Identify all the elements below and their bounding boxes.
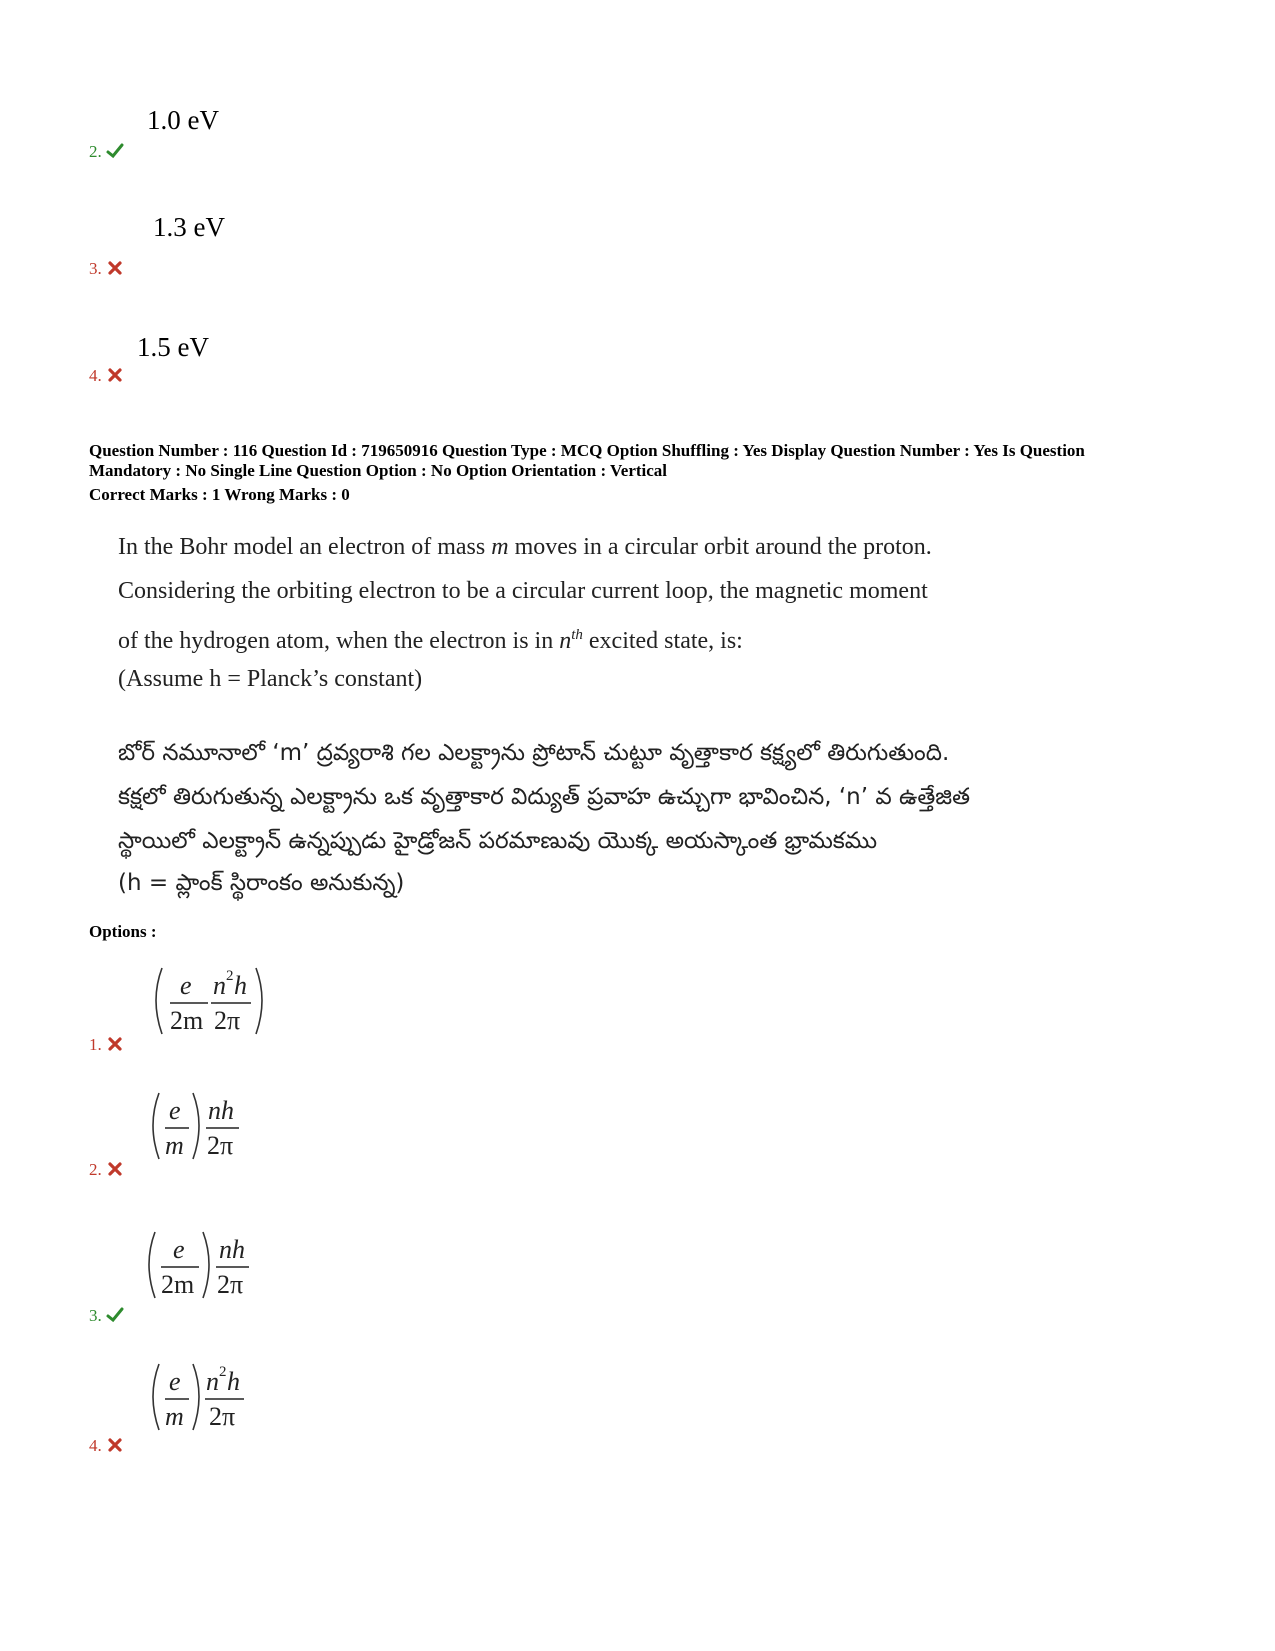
denominator-2pi: 2π: [214, 1006, 241, 1035]
prev-option-4-text: 1.5 eV: [137, 332, 209, 362]
option-4-number: [89, 1435, 125, 1456]
cross-icon: [105, 1159, 125, 1179]
question-text-en-line1: [118, 524, 932, 570]
denominator-m: m: [165, 1131, 184, 1160]
question-marks: Correct Marks : 1 Wrong Marks : 0: [89, 485, 350, 504]
numerator-nh: nh: [208, 1096, 234, 1125]
option-number: 1.: [89, 1035, 102, 1054]
question-text-te-line4: (h = ప్లాంక్ స్థిరాంకం అనుకున్న): [118, 870, 405, 896]
option-3-formula: [143, 1226, 263, 1311]
denominator-2pi: 2π: [217, 1270, 244, 1299]
formula-svg: [147, 1358, 262, 1438]
prev-option-2-text: 1.0 eV: [147, 105, 219, 135]
check-icon: [105, 1305, 125, 1325]
question-meta-line2: Mandatory : No Single Line Question Option : No Option Orientation : Vertical: [89, 461, 668, 480]
numerator-nh: nh: [219, 1235, 245, 1264]
prev-option-3-text: 1.3 eV: [153, 212, 225, 242]
question-text-part: of the hydrogen atom, when the electron is in: [118, 628, 560, 654]
cross-icon: [105, 365, 125, 385]
denominator-2pi: 2π: [207, 1131, 234, 1160]
numerator-e: e: [173, 1235, 185, 1264]
denominator-m: m: [165, 1402, 184, 1431]
option-number: 4.: [89, 366, 102, 385]
right-paren: [193, 1093, 199, 1159]
denominator-2m: 2m: [170, 1006, 204, 1035]
option-number: 4.: [89, 1436, 102, 1455]
question-text-te-line2: కక్షలో తిరుగుతున్న ఎలక్ట్రాను ఒక వృత్తాకార విద్యుత్ ప్రవాహ ఉచ్చుగా భావించిన, ‘n’ వ ఉత్తేజిత: [118, 784, 970, 810]
variable-m: m: [491, 534, 509, 560]
numerator-n: n: [206, 1367, 219, 1396]
question-text-en-line2: Considering the orbiting electron to be a circular current loop, the magnetic moment: [118, 578, 928, 604]
right-paren: [203, 1232, 209, 1298]
numerator-e: e: [169, 1096, 181, 1125]
formula-svg: [150, 962, 280, 1042]
option-4-formula: [147, 1358, 262, 1443]
options-label: Options :: [89, 922, 157, 941]
option-1-formula: [150, 962, 280, 1047]
question-text-part: In the Bohr model an electron of mass: [118, 534, 492, 560]
numerator-h: h: [227, 1367, 240, 1396]
option-2-number: [89, 1159, 125, 1180]
prev-option-4-number: [89, 365, 125, 386]
option-1-number: [89, 1034, 125, 1055]
variable-n: n: [559, 628, 572, 654]
left-paren: [156, 968, 162, 1034]
superscript-2: 2: [226, 968, 234, 984]
cross-icon: [105, 1435, 125, 1455]
question-text-te-line3: స్థాయిలో ఎలక్ట్రాన్ ఉన్నప్పుడు హైడ్రోజన్ పరమాణువు యొక్క అయస్కాంత భ్రామకము: [118, 828, 878, 854]
superscript-th: th: [571, 627, 583, 643]
left-paren: [149, 1232, 155, 1298]
cross-icon: [105, 258, 125, 278]
formula-svg: [143, 1226, 263, 1306]
numerator-n: n: [213, 971, 226, 1000]
question-text-part: moves in a circular orbit around the proton.: [508, 534, 932, 560]
prev-option-2-number: [89, 141, 125, 162]
option-3-number: [89, 1305, 125, 1326]
option-number: 2.: [89, 142, 102, 161]
left-paren: [153, 1093, 159, 1159]
question-meta-line1: Question Number : 116 Question Id : 719650916 Question Type : MCQ Option Shuffling : Yes Display Question Number : Yes Is Question: [89, 441, 1085, 460]
question-text-part: excited state, is:: [582, 628, 743, 654]
formula-svg: [147, 1087, 257, 1167]
numerator-h: h: [234, 971, 247, 1000]
check-icon: [105, 141, 125, 161]
option-number: 3.: [89, 1306, 102, 1325]
question-text-en-line4: (Assume h = Planck’s constant): [118, 666, 423, 692]
denominator-2pi: 2π: [209, 1402, 236, 1431]
right-paren: [256, 968, 262, 1034]
numerator-e: e: [180, 971, 192, 1000]
denominator-2m: 2m: [161, 1270, 195, 1299]
option-number: 2.: [89, 1160, 102, 1179]
option-2-formula: [147, 1087, 257, 1172]
superscript-2: 2: [219, 1364, 227, 1380]
question-text-te-line1: బోర్ నమూనాలో ‘m’ ద్రవ్యరాశి గల ఎలక్ట్రాను ప్రోటాన్ చుట్టూ వృత్తాకార కక్ష్యలో తిరుగుతుంది.: [118, 740, 950, 766]
cross-icon: [105, 1034, 125, 1054]
right-paren: [193, 1364, 199, 1430]
prev-option-3-number: [89, 258, 125, 279]
numerator-e: e: [169, 1367, 181, 1396]
option-number: 3.: [89, 259, 102, 278]
left-paren: [153, 1364, 159, 1430]
